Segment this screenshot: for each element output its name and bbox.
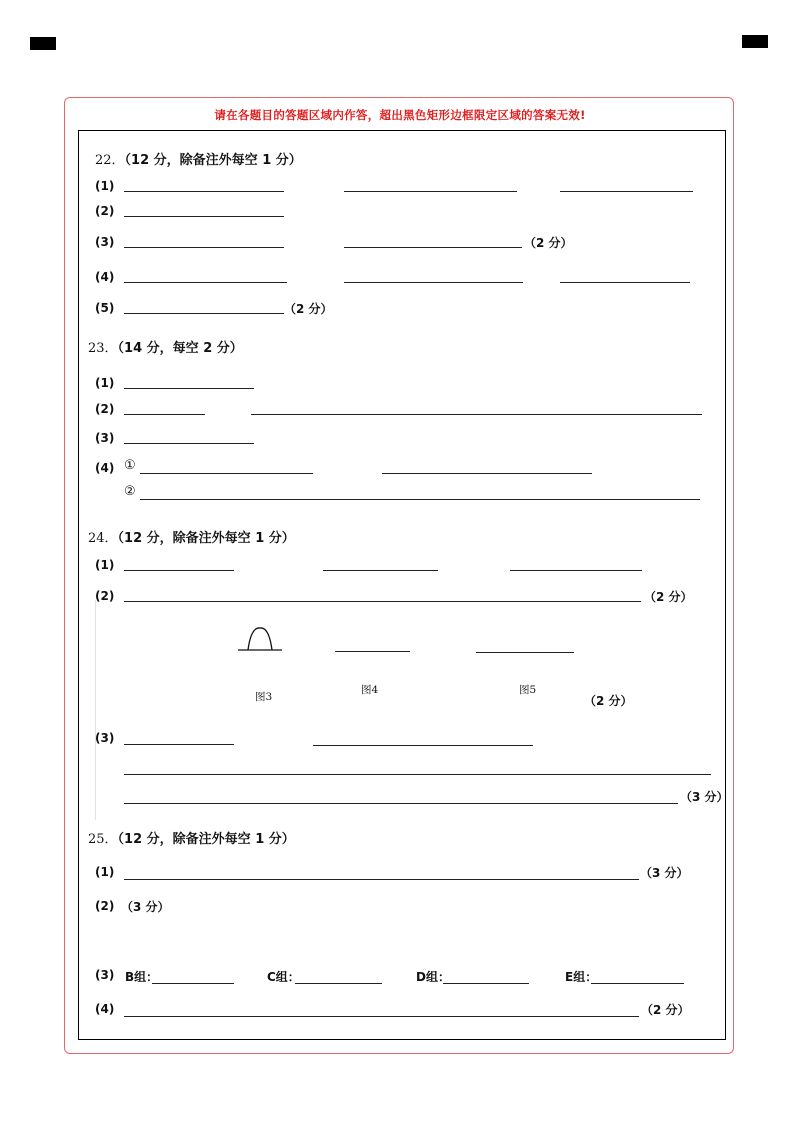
q24-part2-label: (2) [95, 589, 115, 603]
q25-part1-blank1[interactable] [124, 879, 639, 880]
q24-part1-label: (1) [95, 558, 115, 572]
q23-number: 23． [88, 341, 118, 356]
q22-part1-blank2[interactable] [344, 191, 517, 192]
q23-part1-blank1[interactable] [124, 388, 254, 389]
q23-scoring: （14 分，每空 2 分） [117, 341, 243, 356]
q22-number: 22． [95, 153, 125, 168]
q22-part3-blank1[interactable] [124, 247, 284, 248]
q25-header [88, 828, 295, 847]
figure-3-curve [236, 624, 284, 654]
q24-part2-blank1[interactable] [124, 601, 641, 602]
q24-part1-blank2[interactable] [323, 570, 438, 571]
q23-part3-blank1[interactable] [124, 443, 254, 444]
q25-part3-label: (3) [95, 968, 115, 982]
q22-part5-points: （2 分） [284, 302, 333, 316]
q22-part4-blank3[interactable] [560, 282, 690, 283]
faint-margin-line [95, 600, 96, 820]
q23-part4-circle2: ② [124, 484, 136, 499]
q24-part3-blank4[interactable] [124, 803, 678, 804]
answer-box [78, 130, 726, 1040]
q25-scoring: （12 分，除备注外每空 1 分） [117, 832, 295, 847]
q23-part2-blank1[interactable] [124, 414, 205, 415]
q25-group-b-blank[interactable] [152, 983, 234, 984]
q23-part4-blank3[interactable] [140, 499, 700, 500]
q24-part3-blank3[interactable] [124, 774, 711, 775]
q23-part1-label: (1) [95, 376, 115, 390]
q22-part1-blank3[interactable] [560, 191, 693, 192]
q25-group-b-label: B组： [125, 970, 159, 984]
figure-3-caption: 图3 [255, 691, 273, 703]
q25-number: 25． [88, 832, 118, 847]
q22-part5-blank1[interactable] [124, 313, 284, 314]
answer-area-notice: 请在各题目的答题区域内作答，超出黑色矩形边框限定区域的答案无效! [214, 108, 586, 122]
q25-group-c-blank[interactable] [295, 983, 382, 984]
figure-4-caption: 图4 [361, 684, 379, 696]
q23-part3-label: (3) [95, 431, 115, 445]
figure-5-caption: 图5 [519, 684, 537, 696]
q22-part3-points: （2 分） [524, 236, 573, 250]
q24-part3-label: (3) [95, 731, 115, 745]
q24-scoring: （12 分，除备注外每空 1 分） [117, 531, 295, 546]
q22-part4-blank1[interactable] [124, 282, 287, 283]
q23-part2-label: (2) [95, 402, 115, 416]
q25-part2-label: (2) [95, 899, 115, 913]
q23-part4-blank1[interactable] [140, 473, 313, 474]
q22-part1-blank1[interactable] [124, 191, 284, 192]
q24-part3-points: （3 分） [680, 790, 729, 804]
q22-part3-blank2[interactable] [344, 247, 522, 248]
q22-header [95, 149, 302, 168]
q24-part3-blank1[interactable] [124, 744, 234, 745]
figure-4-line[interactable] [335, 651, 410, 652]
q22-part1-label: (1) [95, 179, 115, 193]
q24-part1-blank1[interactable] [124, 570, 234, 571]
q25-part4-label: (4) [95, 1002, 115, 1016]
q25-group-e-blank[interactable] [591, 983, 684, 984]
q23-part4-circle1: ① [124, 458, 136, 473]
q25-part1-points: （3 分） [640, 866, 689, 880]
q24-header [88, 527, 295, 546]
q22-scoring: （12 分，除备注外每空 1 分） [124, 153, 302, 168]
q22-part5-label: (5) [95, 301, 115, 315]
q22-part2-blank1[interactable] [124, 216, 284, 217]
q25-group-d-blank[interactable] [443, 983, 529, 984]
q24-figure-points: （2 分） [584, 694, 633, 708]
q23-header [88, 337, 243, 356]
q22-part4-label: (4) [95, 270, 115, 284]
q25-part1-label: (1) [95, 865, 115, 879]
q24-part1-blank3[interactable] [510, 570, 642, 571]
q25-part4-blank1[interactable] [124, 1016, 639, 1017]
q23-part2-blank2[interactable] [251, 414, 702, 415]
registration-mark-right [742, 35, 768, 48]
q25-group-d-label: D组： [416, 970, 450, 984]
q24-number: 24． [88, 531, 118, 546]
q24-part3-blank2[interactable] [313, 745, 533, 746]
q22-part3-label: (3) [95, 235, 115, 249]
q25-part2-points: （3 分） [121, 900, 170, 914]
q25-group-c-label: C组： [267, 970, 300, 984]
figure-5-line[interactable] [476, 652, 574, 653]
q25-group-e-label: E组： [565, 970, 598, 984]
q22-part2-label: (2) [95, 204, 115, 218]
q23-part4-label: (4) [95, 461, 115, 475]
q23-part4-blank2[interactable] [382, 473, 592, 474]
registration-mark-left [30, 37, 56, 50]
q24-part2-points: （2 分） [644, 590, 693, 604]
q25-part4-points: （2 分） [641, 1003, 690, 1017]
q22-part4-blank2[interactable] [344, 282, 523, 283]
